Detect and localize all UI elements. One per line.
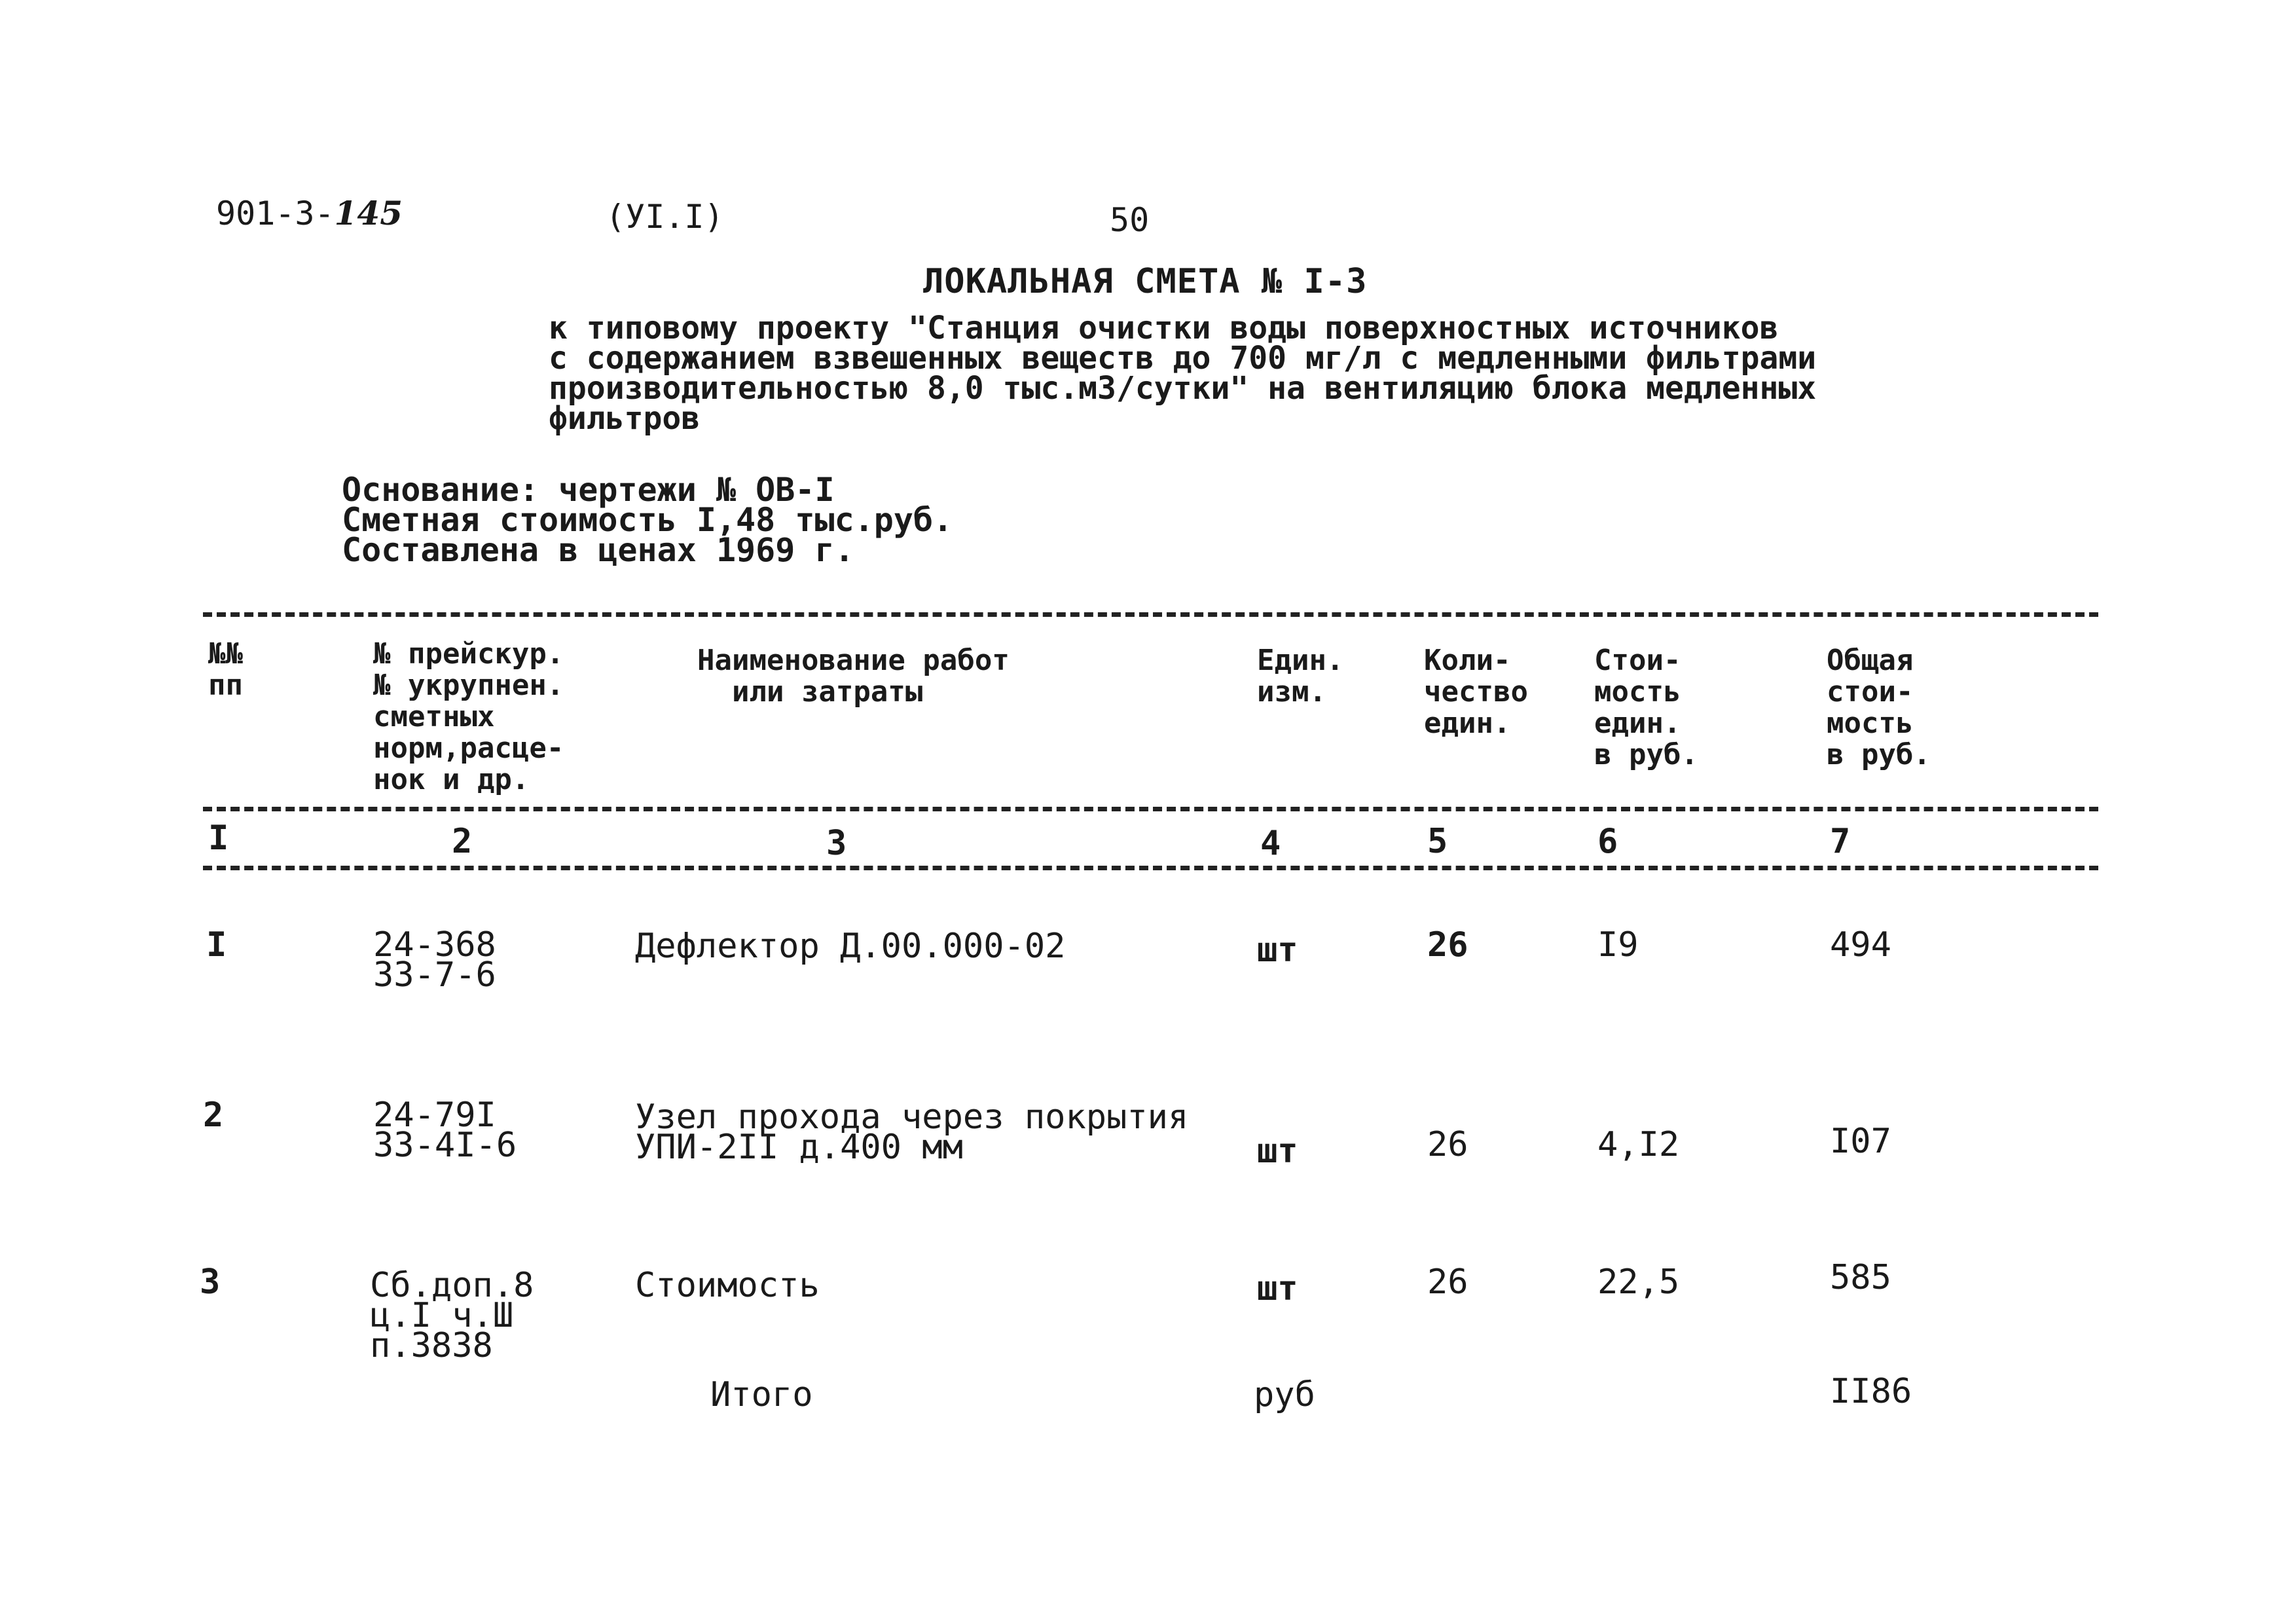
- header-bottom-rule: [203, 807, 2098, 811]
- row1-name: Дефлектор Д.00.000-02: [635, 927, 1066, 966]
- row3-qty: 26: [1427, 1263, 1468, 1302]
- row3-name: Стоимость: [635, 1266, 820, 1305]
- col-header-3: Наименование работ или затраты: [697, 644, 1010, 709]
- section-code: (УI.I): [606, 198, 724, 236]
- col-number-5: 5: [1427, 822, 1448, 861]
- col-header-1: №№ пп: [208, 637, 243, 702]
- col-header-5: Коли- чество един.: [1424, 644, 1528, 740]
- total-amount: II86: [1830, 1372, 1912, 1411]
- total-unit: руб: [1254, 1375, 1315, 1414]
- row2-total: I07: [1830, 1122, 1891, 1161]
- row1-num: I: [206, 925, 227, 965]
- row2-unit-cost: 4,I2: [1597, 1125, 1680, 1164]
- document-code: [216, 196, 403, 231]
- col-number-2: 2: [452, 822, 473, 861]
- col-header-2: № прейскур. № укрупнен. сметных норм,расце- нок и др.: [373, 637, 564, 796]
- page-number: 50: [1110, 201, 1150, 239]
- row1-unit-cost: I9: [1597, 925, 1639, 965]
- col-header-7: Общая стои- мость в руб.: [1827, 644, 1931, 771]
- table-top-rule: [203, 612, 2098, 617]
- row3-unit-cost: 22,5: [1597, 1263, 1680, 1302]
- basis-line-3: Составлена в ценах 1969 г.: [342, 531, 854, 569]
- row3-total: 585: [1830, 1258, 1891, 1297]
- row3-unit: шт: [1257, 1269, 1298, 1308]
- col-number-3: 3: [826, 824, 847, 863]
- basis-line-2: Сметная стоимость I,48 тыс.руб.: [342, 501, 953, 539]
- col-number-6: 6: [1597, 822, 1618, 861]
- row3-code: Сб.доп.8 ц.I ч.Ш п.3838: [370, 1266, 534, 1365]
- description-line-2: с содержанием взвешенных веществ до 700 мг/л с медленными фильтрами: [549, 340, 1817, 377]
- row2-num: 2: [203, 1096, 224, 1135]
- col-header-4: Един. изм.: [1257, 644, 1344, 709]
- row1-unit: шт: [1257, 931, 1298, 970]
- row2-name: Узел прохода через покрытия УПИ-2II д.400 мм: [635, 1098, 1189, 1167]
- row2-qty: 26: [1427, 1125, 1468, 1164]
- col-number-4: 4: [1260, 824, 1281, 863]
- description-line-1: к типовому проекту "Станция очистки воды поверхностных источников: [549, 310, 1779, 346]
- estimate-title: ЛОКАЛЬНАЯ СМЕТА № I-3: [923, 262, 1368, 301]
- row2-unit: шт: [1257, 1132, 1298, 1171]
- row2-code: 24-79I 33-4I-6: [373, 1096, 517, 1165]
- total-label: Итого: [710, 1375, 813, 1414]
- row1-code: 24-368 33-7-6: [373, 925, 496, 995]
- document-code-prefix: 901-3-: [216, 194, 335, 232]
- basis-line-1: Основание: чертежи № ОВ-I: [342, 471, 835, 509]
- document-code-handwritten-suffix: 145: [334, 194, 403, 232]
- description-line-3: производительностью 8,0 тыс.м3/сутки" на вентиляцию блока медленных: [549, 370, 1817, 407]
- row1-qty: 26: [1427, 925, 1468, 965]
- row3-num: 3: [200, 1263, 221, 1302]
- column-numbers-rule: [203, 866, 2098, 870]
- col-header-6: Стои- мость един. в руб.: [1594, 644, 1698, 771]
- row1-total: 494: [1830, 925, 1891, 965]
- col-number-1: I: [208, 819, 229, 858]
- description-line-4: фильтров: [549, 400, 701, 437]
- col-number-7: 7: [1830, 822, 1851, 861]
